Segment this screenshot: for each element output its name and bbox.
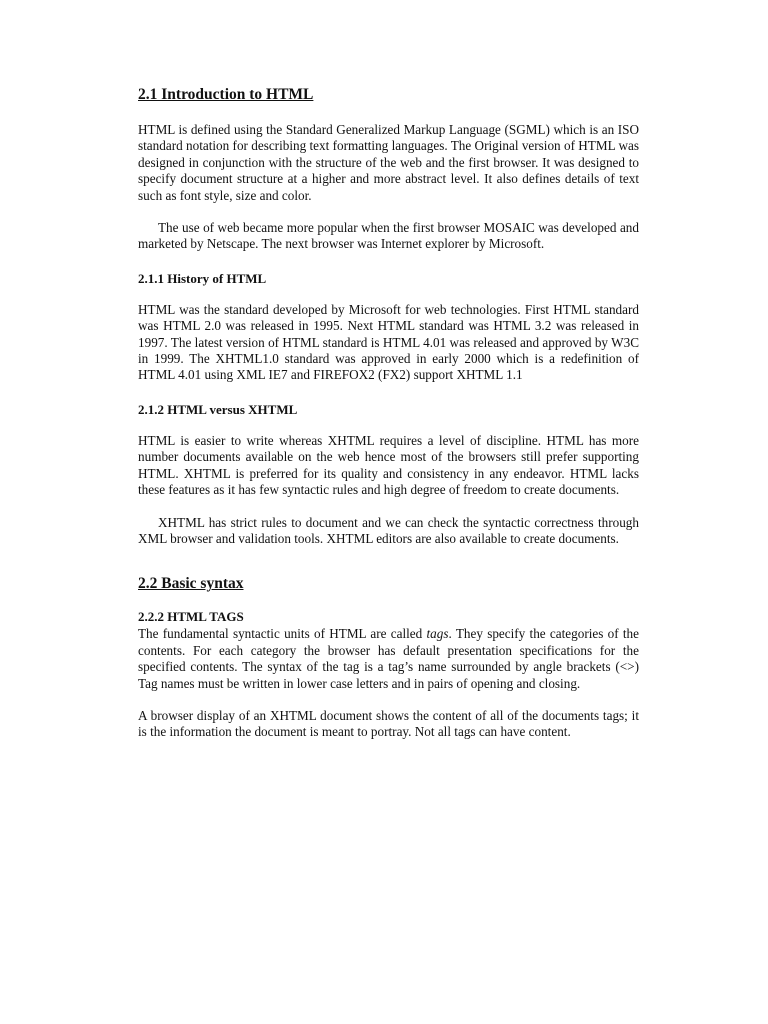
section-2-1-1-heading: 2.1.1 History of HTML: [138, 270, 267, 286]
tags-paragraph-2: A browser display of an XHTML document shows the content of all of the documents tags; it is the information the document is meant to portray. Not all tags can have content.: [138, 707, 639, 740]
intro-paragraph-1: HTML is defined using the Standard Generalized Markup Language (SGML) which is an ISO standard notation for describing text formatting languages. The Original version of HTML was designed in conjunction with the structure of the web and the first browser. It was designed to specify document structure at a higher and more abstract level. It also defines details of text such as font style, size and color.: [138, 122, 639, 203]
tags-paragraph-1-rest: . They specify the categories of the contents. For each category the browser has default presentation specifications for the specified contents. The syntax of the tag is a tag’s name surrounded by angle brackets (<>) Tag names must be written in lower case letters and in pairs of opening and closing.: [138, 626, 639, 691]
document-page: [138, 84, 639, 741]
section-2-2-heading: 2.2 Basic syntax: [138, 575, 244, 593]
versus-paragraph-1: HTML is easier to write whereas XHTML requires a level of discipline. HTML has more number documents available on the web hence most of the browsers still prefer supporting HTML. XHTML is preferred for its quality and consistency in any endeavor. HTML lacks these features as it has few syntactic rules and high degree of freedom to create documents.: [138, 432, 639, 498]
intro-paragraph-2: The use of web became more popular when the first browser MOSAIC was developed and marketed by Netscape. The next browser was Internet explorer by Microsoft.: [138, 220, 639, 252]
versus-paragraph-2: XHTML has strict rules to document and we can check the syntactic correctness through XML browser and validation tools. XHTML editors are also available to create documents.: [138, 514, 639, 546]
tags-paragraph-1: [138, 626, 639, 692]
section-2-1-2-heading: 2.1.2 HTML versus XHTML: [138, 401, 298, 417]
section-2-2-2-heading: 2.2.2 HTML TAGS: [138, 609, 244, 625]
tags-paragraph-1-start: The fundamental syntactic units of HTML are called: [138, 626, 427, 642]
tags-emphasis: tags: [426, 626, 449, 642]
history-paragraph: HTML was the standard developed by Microsoft for web technologies. First HTML standard was HTML 2.0 was released in 1995. Next HTML standard was HTML 3.2 was released in 1997. The latest version of HTML standard is HTML 4.01 was released and approved by W3C in 1999. The XHTML1.0 standard was approved in early 2000 which is a redefinition of HTML 4.01 using XML IE7 and FIREFOX2 (FX2) support XHTML 1.1: [138, 301, 639, 383]
section-2-1-heading: 2.1 Introduction to HTML: [138, 86, 314, 103]
